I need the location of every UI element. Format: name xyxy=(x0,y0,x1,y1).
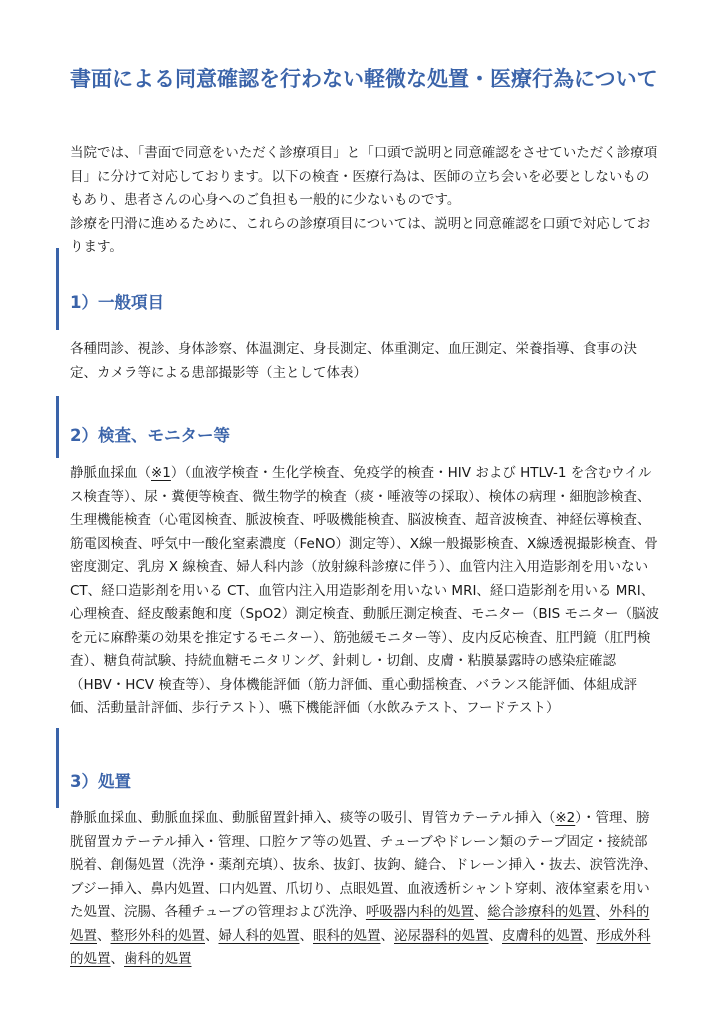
link-separator: 、 xyxy=(583,927,597,944)
link-separator: 、 xyxy=(380,927,394,944)
intro-paragraph xyxy=(70,142,660,260)
link-separator: 、 xyxy=(110,951,124,967)
link-dentistry[interactable]: 歯科的処置 xyxy=(124,951,192,967)
link-general-medicine[interactable]: 総合診療科的処置 xyxy=(487,904,596,920)
link-orthopedics[interactable]: 整形外科的処置 xyxy=(110,927,205,944)
link-ophthalmology[interactable]: 眼科的処置 xyxy=(313,927,381,944)
intro-text-1: 当院では、「書面で同意をいただく診療項目」と「口頭で説明と同意確認をさせていただく診療項目」に分けて対応しております。以下の検査・医療行為は、医師の立ち会いを必要としないものもあり、患者さんの心身へのご負担も一般的に少ないものです。 xyxy=(70,145,658,208)
section-text-general: 各種問診、視診、身体診察、体温測定、身長測定、体重測定、血圧測定、栄養指導、食事の決定、カメラ等による患部撮影等（主として体表） xyxy=(70,341,637,381)
note-link-2[interactable]: ※2 xyxy=(555,810,576,826)
note-link-1[interactable]: ※1 xyxy=(151,465,171,481)
procedures-text-start: 静脈血採血、動脈血採血、動脈留置針挿入、痰等の吸引、胃管カテーテル挿入（ xyxy=(70,810,556,826)
tests-text-rest: ）（血液学検査・生化学検査、免疫学的検査・HIV および HTLV-1 を含むウイルス検査等）、尿・糞便等検査、微生物学的検査（痰・唾液等の採取）、検体の病理・細胞診検査、生理機能検査（心電図検査、脈波検査、呼吸機能検査、脳波検査、超音波検査、神経伝導検査、筋電図検査、呼気中一酸化窒素濃度（FeNO）測定等）、X線一般撮影検査、X線透視撮影検査、骨密度測定、乳房 X 線検査、婦人科内診（放射線科診療に伴う）、血管内注入用造影剤を用いない CT、経口造影剤を用いる CT、血管内注入用造影剤を用いない MRI、経口造影剤を用いる MRI、心理検査、経皮酸素飽和度（SpO2）測定検査、動脈圧測定検査、モニター（BIS モニター（脳波を元に麻酔薬の効果を推定するモニター）、筋弛緩モニター等）、皮内反応検査、肛門鏡（肛門検査）、糖負荷試験、持続血糖モニタリング、針刺し・切創、皮膚・粘膜暴露時の感染症確認（HBV・HCV 検査等）、身体機能評価（筋力評価、重心動揺検査、バランス能評価、体組成評価、活動量計評価、歩行テスト）、嚥下機能評価（水飲みテスト、フードテスト） xyxy=(70,465,659,716)
link-surgery[interactable]: 外科的処置 xyxy=(70,904,650,944)
link-respiratory-medicine[interactable]: 呼吸器内科的処置 xyxy=(365,904,474,920)
link-separator: 、 xyxy=(473,904,488,920)
section-accent-bar xyxy=(56,728,59,808)
link-separator: 、 xyxy=(488,927,502,944)
link-separator: 、 xyxy=(205,927,219,944)
section-heading-procedures: 3）処置 xyxy=(70,772,131,791)
section-heading-general: 1）一般項目 xyxy=(70,293,164,312)
link-separator: 、 xyxy=(595,904,609,920)
procedures-text-rest: ）・管理、膀胱留置カテーテル挿入・管理、口腔ケア等の処置、チューブやドレーン類のテープ固定・接続部脱着、創傷処置（洗浄・薬剤充填）、抜糸、抜釘、抜鉤、縫合、ドレーン挿入・抜去、涙管洗浄、ブジー挿入、鼻内処置、口内処置、爪切り、点眼処置、血液透析シャント穿刺、液体窒素を用いた処置、浣腸、各種チューブの管理および洗浄、 xyxy=(70,810,657,920)
link-dermatology[interactable]: 皮膚科的処置 xyxy=(502,927,583,944)
section-text-procedures xyxy=(70,807,660,972)
link-separator: 、 xyxy=(299,927,313,944)
section-heading-tests: 2）検査、モニター等 xyxy=(70,426,230,445)
section-text-tests xyxy=(70,462,660,721)
link-gynecology[interactable]: 婦人科的処置 xyxy=(218,927,300,944)
link-plastic-surgery[interactable]: 形成外科的処置 xyxy=(70,927,651,967)
tests-text-start: 静脈血採血（ xyxy=(70,465,151,481)
section-accent-bar xyxy=(56,248,59,330)
page-title: 書面による同意確認を行わない軽微な処置・医療行為について xyxy=(70,67,658,91)
link-urology[interactable]: 泌尿器科的処置 xyxy=(394,927,489,944)
intro-text-2: 診療を円滑に進めるために、これらの診療項目については、説明と同意確認を口頭で対応しております。 xyxy=(70,215,651,255)
section-accent-bar xyxy=(56,396,59,458)
link-separator: 、 xyxy=(97,927,111,944)
